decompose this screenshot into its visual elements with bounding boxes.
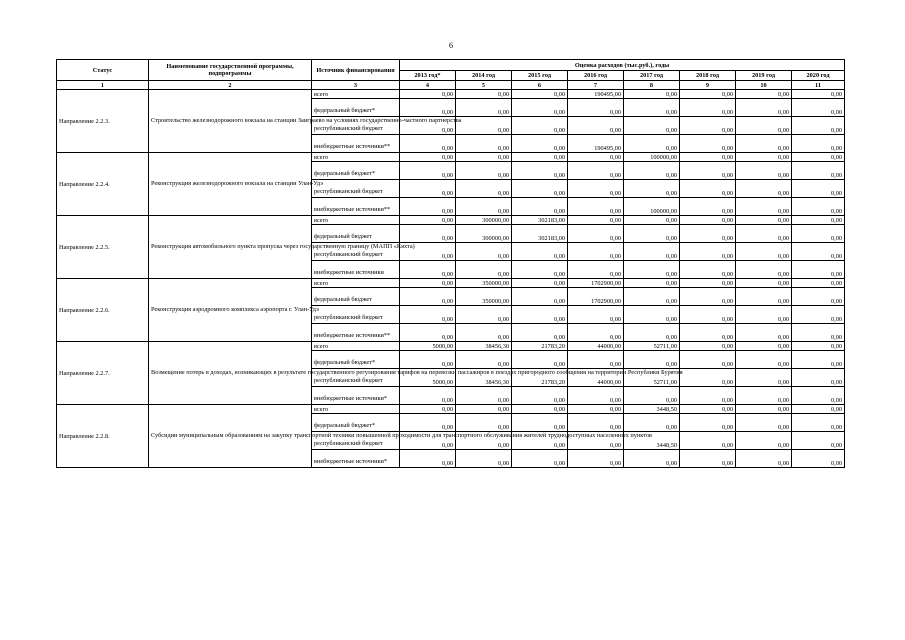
value-cell: 0,00 [568,216,624,225]
value-cell: 0,00 [792,432,845,450]
value-cell: 0,00 [680,279,736,288]
source-cell: республиканский бюджет [312,243,400,261]
value-cell: 0,00 [792,153,845,162]
value-cell: 0,00 [456,90,512,99]
status-cell: Направление 2.2.8. [57,405,149,468]
value-cell: 190495,00 [568,135,624,153]
value-cell: 0,00 [680,414,736,432]
source-cell: внебюджетные источники [312,261,400,279]
header-col-number: 6 [512,81,568,90]
source-cell: всего [312,216,400,225]
value-cell: 302183,00 [512,216,568,225]
value-cell: 0,00 [736,162,792,180]
value-cell: 0,00 [680,225,736,243]
value-cell: 0,00 [624,306,680,324]
value-cell: 0,00 [792,342,845,351]
value-cell: 0,00 [568,180,624,198]
value-cell: 0,00 [736,99,792,117]
value-cell: 0,00 [400,135,456,153]
header-year: 2018 год [680,71,736,81]
value-cell: 0,00 [456,162,512,180]
value-cell: 0,00 [400,99,456,117]
source-cell: всего [312,405,400,414]
header-program: Наименование государственной программы, подпрограммы [149,60,312,81]
value-cell: 3448,50 [624,405,680,414]
value-cell: 0,00 [680,243,736,261]
value-cell: 0,00 [624,99,680,117]
value-cell: 0,00 [568,405,624,414]
value-cell: 0,00 [680,135,736,153]
status-cell: Направление 2.2.7. [57,342,149,405]
value-cell: 0,00 [512,117,568,135]
table-row [57,216,845,225]
value-cell: 0,00 [680,369,736,387]
value-cell: 0,00 [624,180,680,198]
value-cell: 38456,30 [456,369,512,387]
source-cell: федеральный бюджет [312,225,400,243]
value-cell: 0,00 [736,342,792,351]
value-cell: 0,00 [456,324,512,342]
budget-table [56,59,845,468]
value-cell: 0,00 [512,90,568,99]
table-row [57,90,845,99]
value-cell: 1702900,00 [568,288,624,306]
value-cell: 0,00 [456,117,512,135]
value-cell: 0,00 [680,351,736,369]
header-col-number: 9 [680,81,736,90]
value-cell: 0,00 [624,90,680,99]
value-cell: 0,00 [400,414,456,432]
value-cell: 0,00 [736,279,792,288]
value-cell: 0,00 [624,324,680,342]
source-cell: всего [312,279,400,288]
source-cell: республиканский бюджет [312,432,400,450]
value-cell: 44000,00 [568,369,624,387]
value-cell: 0,00 [568,432,624,450]
value-cell: 0,00 [400,162,456,180]
table-row [57,279,845,288]
source-cell: республиканский бюджет [312,369,400,387]
value-cell: 0,00 [400,225,456,243]
value-cell: 0,00 [736,135,792,153]
value-cell: 0,00 [400,117,456,135]
header-year: 2019 год [736,71,792,81]
value-cell: 0,00 [400,180,456,198]
value-cell: 0,00 [400,198,456,216]
value-cell: 0,00 [680,288,736,306]
value-cell: 0,00 [400,216,456,225]
value-cell: 0,00 [792,279,845,288]
value-cell: 0,00 [680,99,736,117]
source-cell: федеральный бюджет* [312,414,400,432]
value-cell: 0,00 [568,225,624,243]
header-estimate: Оценка расходов (тыс.руб.), годы [400,60,845,71]
value-cell: 0,00 [456,306,512,324]
source-cell: внебюджетные источники* [312,387,400,405]
header-col-number: 8 [624,81,680,90]
source-cell: республиканский бюджет [312,306,400,324]
header-col-number: 2 [149,81,312,90]
value-cell: 0,00 [792,225,845,243]
value-cell: 44000,00 [568,342,624,351]
table-row [57,405,845,414]
value-cell: 21783,20 [512,369,568,387]
value-cell: 0,00 [792,405,845,414]
value-cell: 0,00 [512,279,568,288]
value-cell: 0,00 [456,243,512,261]
value-cell: 0,00 [400,432,456,450]
value-cell: 0,00 [624,162,680,180]
value-cell: 0,00 [512,306,568,324]
source-cell: федеральный бюджет* [312,99,400,117]
value-cell: 190495,00 [568,90,624,99]
value-cell: 0,00 [456,135,512,153]
value-cell: 0,00 [512,198,568,216]
page-number: 6 [449,41,453,50]
header-status: Статус [57,60,149,81]
value-cell: 0,00 [792,135,845,153]
program-name-cell: Строительство железнодорожного вокзала на станции Заиграево на условиях государственно-частного партнерства [149,90,312,153]
value-cell: 0,00 [792,261,845,279]
value-cell: 0,00 [736,324,792,342]
value-cell: 0,00 [680,162,736,180]
value-cell: 0,00 [400,324,456,342]
value-cell: 0,00 [624,225,680,243]
value-cell: 0,00 [456,198,512,216]
header-year: 2016 год [568,71,624,81]
header-year: 2020 год [792,71,845,81]
value-cell: 0,00 [400,288,456,306]
source-cell: всего [312,90,400,99]
value-cell: 0,00 [736,387,792,405]
value-cell: 0,00 [792,306,845,324]
value-cell: 0,00 [400,153,456,162]
value-cell: 0,00 [792,369,845,387]
status-cell: Направление 2.2.6. [57,279,149,342]
value-cell: 0,00 [624,351,680,369]
value-cell: 0,00 [568,306,624,324]
value-cell: 0,00 [792,450,845,468]
source-cell: республиканский бюджет [312,117,400,135]
value-cell: 0,00 [624,135,680,153]
program-name-cell: Реконструкция аэродромного комплекса аэропорта г. Улан-Удэ [149,279,312,342]
value-cell: 0,00 [680,306,736,324]
value-cell: 0,00 [568,387,624,405]
value-cell: 0,00 [456,153,512,162]
value-cell: 0,00 [736,225,792,243]
table-body [57,90,845,468]
value-cell: 0,00 [792,198,845,216]
header-year: 2013 год* [400,71,456,81]
value-cell: 0,00 [736,369,792,387]
value-cell: 100000,00 [624,153,680,162]
value-cell: 0,00 [568,153,624,162]
value-cell: 0,00 [680,261,736,279]
value-cell: 0,00 [456,405,512,414]
value-cell: 0,00 [400,405,456,414]
value-cell: 0,00 [680,180,736,198]
header-year: 2017 год [624,71,680,81]
value-cell: 0,00 [512,162,568,180]
value-cell: 0,00 [568,261,624,279]
value-cell: 0,00 [456,450,512,468]
source-cell: всего [312,153,400,162]
value-cell: 0,00 [736,261,792,279]
value-cell: 0,00 [680,117,736,135]
value-cell: 0,00 [792,90,845,99]
table-row [57,342,845,351]
value-cell: 0,00 [568,414,624,432]
source-cell: внебюджетные источники** [312,135,400,153]
table-row [57,153,845,162]
value-cell: 300000,00 [456,216,512,225]
header-year: 2014 год [456,71,512,81]
value-cell: 0,00 [512,432,568,450]
value-cell: 0,00 [568,243,624,261]
value-cell: 0,00 [624,288,680,306]
value-cell: 0,00 [792,99,845,117]
value-cell: 0,00 [680,405,736,414]
value-cell: 0,00 [680,324,736,342]
value-cell: 0,00 [400,351,456,369]
value-cell: 0,00 [512,135,568,153]
value-cell: 0,00 [400,90,456,99]
value-cell: 0,00 [792,324,845,342]
value-cell: 0,00 [736,198,792,216]
value-cell: 0,00 [568,162,624,180]
source-cell: федеральный бюджет [312,288,400,306]
value-cell: 52711,00 [624,342,680,351]
value-cell: 0,00 [512,261,568,279]
value-cell: 0,00 [512,99,568,117]
value-cell: 0,00 [624,117,680,135]
value-cell: 0,00 [568,351,624,369]
program-name-cell: Реконструкция железнодорожного вокзала на станции Улан-Удэ [149,153,312,216]
value-cell: 0,00 [568,450,624,468]
value-cell: 0,00 [512,153,568,162]
value-cell: 0,00 [624,414,680,432]
value-cell: 0,00 [792,387,845,405]
value-cell: 0,00 [680,342,736,351]
value-cell: 0,00 [400,306,456,324]
header-year: 2015 год [512,71,568,81]
value-cell: 0,00 [568,117,624,135]
status-cell: Направление 2.2.3. [57,90,149,153]
value-cell: 0,00 [736,306,792,324]
value-cell: 0,00 [512,180,568,198]
value-cell: 0,00 [792,243,845,261]
value-cell: 0,00 [456,180,512,198]
header-col-number: 1 [57,81,149,90]
value-cell: 0,00 [680,198,736,216]
value-cell: 0,00 [512,243,568,261]
value-cell: 100000,00 [624,198,680,216]
value-cell: 0,00 [512,351,568,369]
value-cell: 0,00 [736,405,792,414]
value-cell: 350000,00 [456,288,512,306]
value-cell: 0,00 [456,99,512,117]
value-cell: 0,00 [736,351,792,369]
source-cell: республиканский бюджет [312,180,400,198]
value-cell: 0,00 [680,387,736,405]
source-cell: внебюджетные источники* [312,450,400,468]
value-cell: 0,00 [792,288,845,306]
value-cell: 0,00 [680,90,736,99]
source-cell: внебюджетные источники** [312,198,400,216]
value-cell: 0,00 [736,153,792,162]
value-cell: 0,00 [568,198,624,216]
value-cell: 0,00 [792,216,845,225]
source-cell: всего [312,342,400,351]
source-cell: федеральный бюджет* [312,162,400,180]
header-col-number: 5 [456,81,512,90]
value-cell: 0,00 [568,324,624,342]
header-col-number: 3 [312,81,400,90]
value-cell: 0,00 [736,216,792,225]
value-cell: 0,00 [736,180,792,198]
value-cell: 0,00 [512,405,568,414]
value-cell: 0,00 [512,450,568,468]
header-col-number: 7 [568,81,624,90]
header-col-number: 4 [400,81,456,90]
program-name-cell: Возмещение потерь в доходах, возникающих в результате государственного регулирования тарифов на перевозки пассажиров в поездах пригородного сообщения на территории Республики Бурятия [149,342,312,405]
value-cell: 0,00 [456,432,512,450]
header-col-number: 10 [736,81,792,90]
status-cell: Направление 2.2.5. [57,216,149,279]
source-cell: федеральный бюджет* [312,351,400,369]
value-cell: 350000,00 [456,279,512,288]
value-cell: 52711,00 [624,369,680,387]
value-cell: 0,00 [736,90,792,99]
value-cell: 0,00 [400,261,456,279]
table-header [57,60,845,90]
value-cell: 0,00 [792,414,845,432]
value-cell: 0,00 [624,450,680,468]
value-cell: 0,00 [680,216,736,225]
value-cell: 0,00 [792,351,845,369]
value-cell: 5000,00 [400,369,456,387]
value-cell: 0,00 [736,450,792,468]
value-cell: 0,00 [624,387,680,405]
value-cell: 0,00 [624,243,680,261]
source-cell: внебюджетные источники** [312,324,400,342]
value-cell: 0,00 [400,243,456,261]
value-cell: 0,00 [400,279,456,288]
status-cell: Направление 2.2.4. [57,153,149,216]
value-cell: 0,00 [456,387,512,405]
value-cell: 0,00 [736,117,792,135]
value-cell: 0,00 [400,387,456,405]
value-cell: 38456,30 [456,342,512,351]
value-cell: 300000,00 [456,225,512,243]
program-name-cell: Реконструкция автомобильного пункта пропуска через государственную границу (МАПП «Кяхта) [149,216,312,279]
value-cell: 0,00 [680,450,736,468]
value-cell: 0,00 [512,414,568,432]
value-cell: 0,00 [736,288,792,306]
value-cell: 302183,00 [512,225,568,243]
value-cell: 0,00 [512,288,568,306]
value-cell: 0,00 [512,324,568,342]
value-cell: 0,00 [792,162,845,180]
value-cell: 0,00 [456,261,512,279]
value-cell: 21783,20 [512,342,568,351]
value-cell: 0,00 [568,99,624,117]
value-cell: 0,00 [736,414,792,432]
value-cell: 0,00 [400,450,456,468]
header-source: Источник финансирования [312,60,400,81]
value-cell: 0,00 [680,153,736,162]
value-cell: 0,00 [624,261,680,279]
value-cell: 0,00 [736,432,792,450]
value-cell: 0,00 [736,243,792,261]
program-name-cell: Субсидии муниципальным образованиям на закупку транспортной техники повышенной проходимости для транспортного обслуживания жителей труднодоступных населенных пунктов [149,405,312,468]
value-cell: 3448,50 [624,432,680,450]
value-cell: 1702900,00 [568,279,624,288]
value-cell: 0,00 [624,279,680,288]
header-col-number: 11 [792,81,845,90]
value-cell: 0,00 [512,387,568,405]
value-cell: 0,00 [792,117,845,135]
value-cell: 0,00 [792,180,845,198]
value-cell: 0,00 [624,216,680,225]
value-cell: 0,00 [680,432,736,450]
value-cell: 5000,00 [400,342,456,351]
value-cell: 0,00 [456,414,512,432]
value-cell: 0,00 [456,351,512,369]
